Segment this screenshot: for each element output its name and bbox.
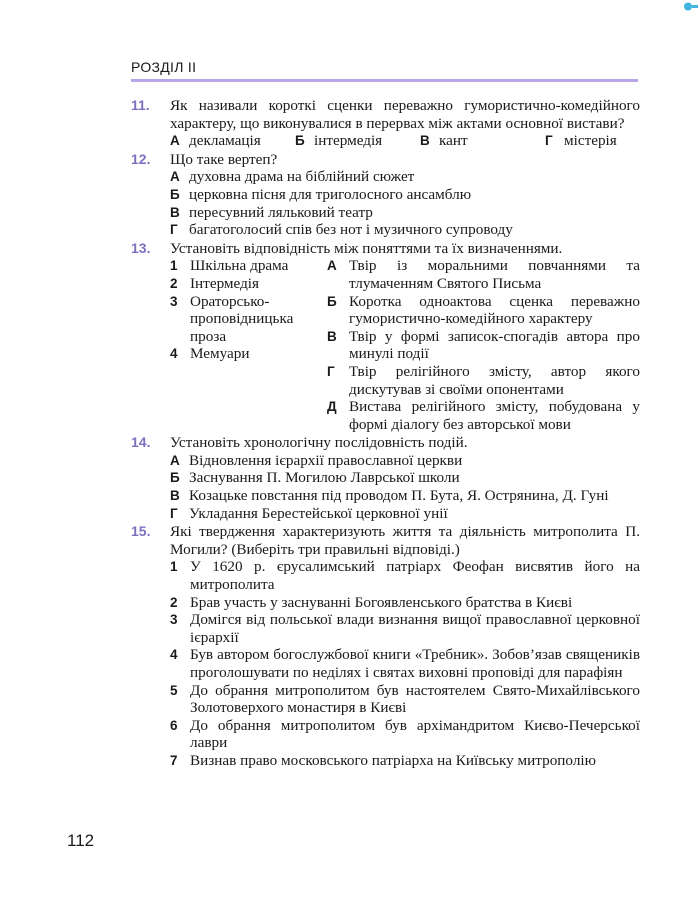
concept-item: 1 Шкільна драма [170, 257, 289, 275]
page-content [131, 97, 640, 771]
section-title: РОЗДІЛ II [131, 59, 197, 75]
option-c: В Козацьке повстання під проводом П. Бута, Я. Острянина, Д. Гуні [170, 487, 609, 505]
option-d: Г багатоголосий спів без нот і музичного супроводу [170, 221, 513, 239]
question-text: Установіть хронологічну послідовність подій. [170, 434, 468, 452]
header-divider [131, 79, 638, 82]
definition-item: В Твір у формі записок-спогадів автора про минулі події [327, 327, 640, 363]
option-d: Г Укладання Берестейської церковної унії [170, 504, 448, 522]
option-a: А декламація [170, 132, 261, 150]
question-15 [131, 523, 640, 769]
page-number: 112 [67, 831, 95, 850]
corner-logo-icon [684, 2, 698, 11]
statement-item: 1 У 1620 р. єрусалимський патріарх Феофан висвятив його на митрополита [170, 558, 640, 594]
option-c: В пересувний ляльковий театр [170, 203, 373, 221]
question-13 [131, 240, 640, 434]
definition-item: Д Вистава релігійного змісту, побудована у формі діалогу без авторської мови [327, 398, 640, 433]
question-number: 12. [131, 150, 151, 167]
question-11 [131, 97, 640, 150]
question-number: 13. [131, 239, 151, 256]
question-number: 14. [131, 434, 151, 451]
definitions-column [327, 257, 640, 433]
option-a: А Відновлення ієрархії православної церкви [170, 451, 463, 469]
matching-table [170, 257, 640, 433]
statement-item: 6 До обрання митрополитом був архімандритом Києво-Печерської лаври [170, 716, 640, 752]
definition-item: Г Твір релігійного змісту, автор якого дискутував зі своїми опонентами [327, 362, 640, 398]
question-text: Як називали короткі сценки переважно гумористично-комедійного характеру, що виконувалися в перервах між актами основної вистави? [170, 97, 640, 132]
concept-item: 4 Мемуари [170, 345, 250, 363]
option-d: Г містерія [545, 132, 617, 150]
option-b: Б Заснування П. Могилою Лаврської школи [170, 469, 460, 487]
option-a: А духовна драма на біблійний сюжет [170, 168, 415, 186]
concept-item: 3 Ораторсько-проповідницька проза [170, 292, 294, 345]
question-text: Що таке вертеп? [170, 150, 278, 168]
statement-item: 3 Домігся від польської влади визнання вищої православної церковної ієрархії [170, 611, 640, 646]
statement-item: 4 Був автором богослужбової книги «Требник». Зобов’язав священиків проголошувати по неділях і святах виховні проповіді для парафіян [170, 646, 640, 681]
definition-item: А Твір із моральними повчаннями та тлумаченням Святого Письма [327, 257, 640, 292]
definition-item: Б Коротка одноактова сценка переважно гумористично-комедійного характеру [327, 292, 640, 328]
concepts-column [170, 257, 327, 433]
options-row [170, 132, 640, 150]
statement-item: 5 До обрання митрополитом був настоятелем Свято-Михайлівського Золотоверхого монастиря в Києві [170, 681, 640, 717]
question-12 [131, 151, 640, 239]
statement-item: 7 Визнав право московського патріарха на Київську митрополію [170, 751, 596, 769]
option-b: Б інтермедія [295, 132, 383, 150]
question-text: Які твердження характеризують життя та діяльність митрополита П. Могили? (Виберіть три правильні відповіді.) [170, 523, 640, 558]
option-c: В кант [420, 132, 468, 150]
question-14 [131, 434, 640, 522]
concept-item: 2 Інтермедія [170, 274, 260, 292]
option-b: Б церковна пісня для триголосного ансамблю [170, 185, 472, 203]
question-number: 11. [131, 97, 150, 113]
question-text: Установіть відповідність між поняттями та їх визначеннями. [170, 239, 563, 257]
statement-item: 2 Брав участь у заснуванні Богоявленського братства в Києві [170, 593, 573, 611]
question-number: 15. [131, 523, 151, 540]
